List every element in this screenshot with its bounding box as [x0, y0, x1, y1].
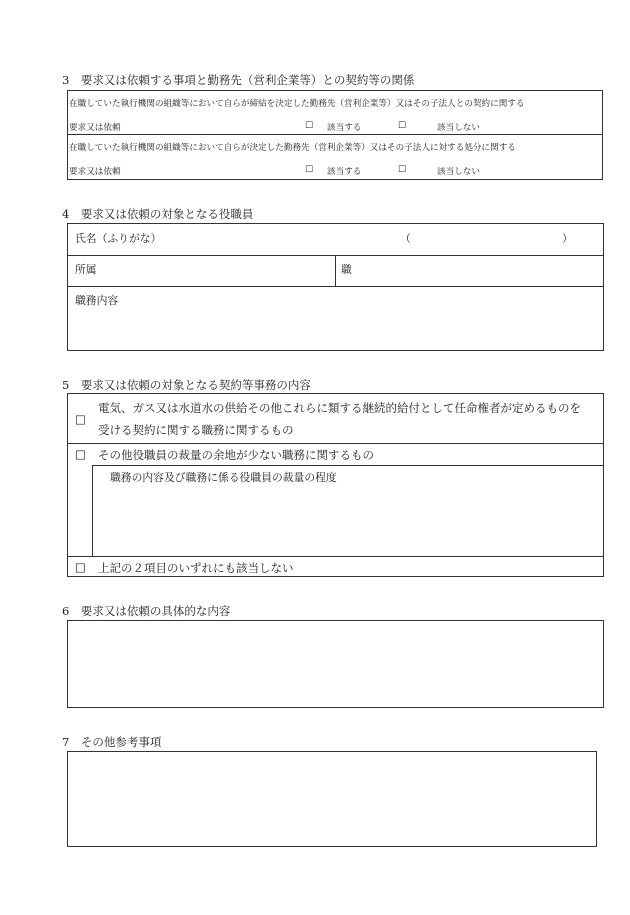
- item3-text: 上記の２項目のいずれにも該当しない: [98, 561, 294, 575]
- item2-sub-label: 職務の内容及び職務に係る役職員の裁量の程度: [110, 471, 337, 484]
- furigana-paren-close: ）: [562, 232, 573, 245]
- specific-content-box[interactable]: [67, 620, 604, 708]
- row2-yes-label: 該当する: [327, 167, 362, 177]
- row1-no-checkbox[interactable]: □: [398, 120, 407, 130]
- duties-label: 職務内容: [75, 294, 119, 307]
- row2-yes-checkbox[interactable]: □: [305, 164, 314, 174]
- section-4-title: 4 要求又は依頼の対象となる役職員: [62, 207, 254, 221]
- section-5-divider-2: [67, 556, 604, 557]
- section-7-title: 7 その他参考事項: [62, 735, 162, 749]
- section-5-table: [67, 393, 604, 577]
- section-5-divider-1: [67, 443, 604, 444]
- section-3-row1-label: 要求又は依頼: [69, 123, 121, 133]
- affiliation-label: 所属: [75, 263, 97, 276]
- section-3-row1-text: 在職していた執行機関の組織等において自らが締結を決定した勤務先（営利企業等）又はその子法人との契約に関する: [69, 99, 525, 109]
- section-4-divider-2: [67, 286, 604, 287]
- other-reference-box[interactable]: [67, 751, 597, 847]
- section-3-row2-text: 在職していた執行機関の組織等において自らが決定した勤務先（営利企業等）又はその子法人に対する処分に関する: [69, 143, 516, 153]
- section-5-subbox-top: [92, 465, 604, 466]
- section-3-title: 3 要求又は依頼する事項と勤務先（営利企業等）との契約等の関係: [62, 73, 415, 87]
- item1-checkbox[interactable]: □: [75, 412, 86, 426]
- section-5-subbox-left: [92, 465, 93, 556]
- row1-yes-checkbox[interactable]: □: [305, 120, 314, 130]
- section-4-column-divider: [335, 255, 336, 286]
- row2-no-label: 該当しない: [437, 167, 480, 177]
- row2-no-checkbox[interactable]: □: [398, 164, 407, 174]
- section-3-row-divider: [67, 134, 603, 135]
- name-furigana-label: 氏名（ふりがな）: [75, 232, 162, 245]
- item2-text: その他役職員の裁量の余地が少ない職務に関するもの: [98, 448, 374, 462]
- item2-checkbox[interactable]: □: [75, 447, 86, 461]
- item1-text-line2: 受ける契約に関する職務に関するもの: [98, 423, 294, 437]
- item1-text-line1: 電気、ガス又は水道水の供給その他これらに類する継続的給付として任命権者が定めるものを: [98, 401, 581, 415]
- row1-no-label: 該当しない: [437, 123, 480, 133]
- row1-yes-label: 該当する: [327, 123, 362, 133]
- section-3-row2-label: 要求又は依頼: [69, 167, 121, 177]
- section-5-title: 5 要求又は依頼の対象となる契約等事務の内容: [62, 378, 311, 392]
- position-label: 職: [341, 263, 352, 276]
- section-6-title: 6 要求又は依頼の具体的な内容: [62, 604, 231, 618]
- furigana-paren-open: （: [400, 232, 411, 245]
- item3-checkbox[interactable]: □: [75, 560, 86, 574]
